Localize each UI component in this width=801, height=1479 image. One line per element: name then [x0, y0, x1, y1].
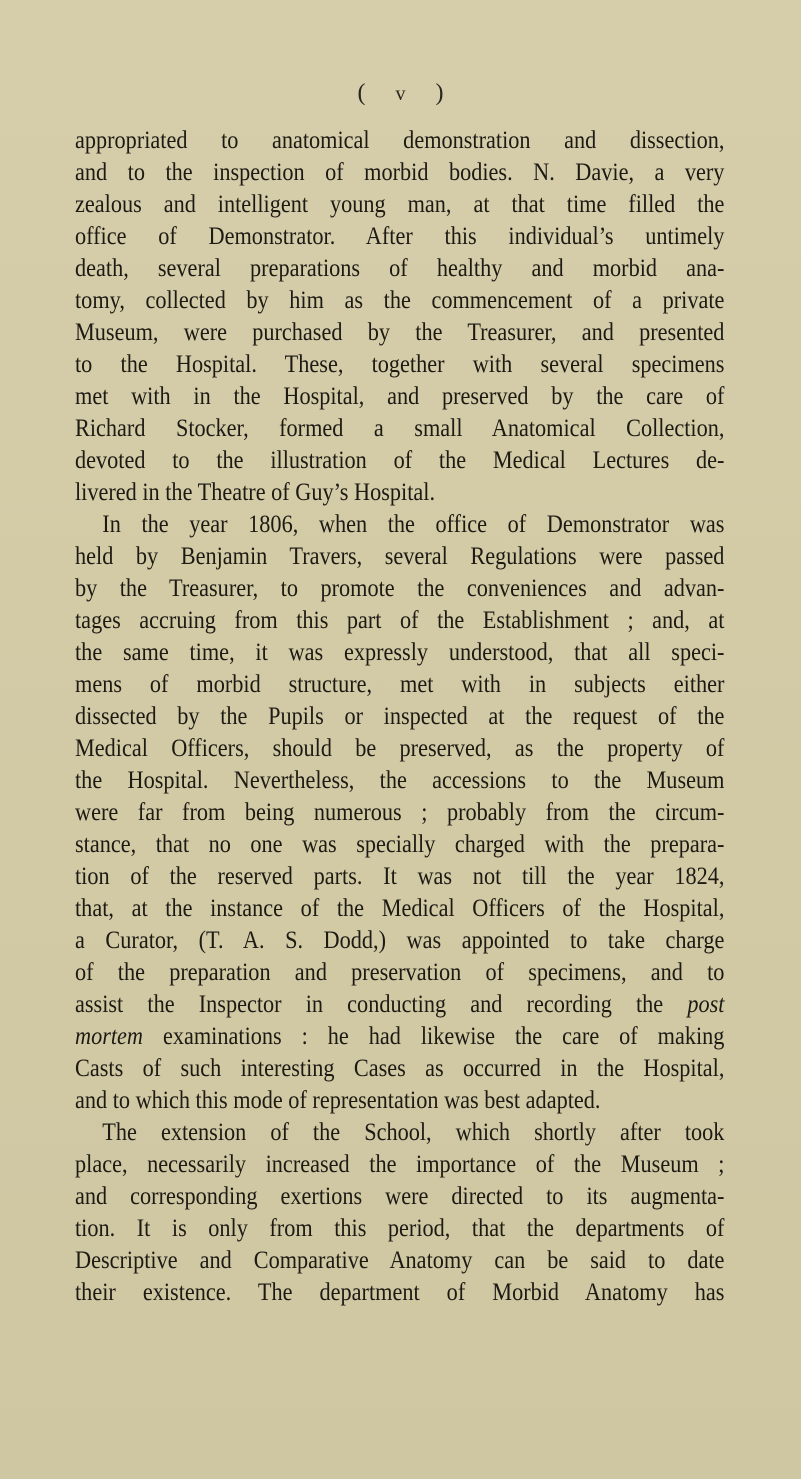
text-line: Casts of such interesting Cases as occurred in the Hospital,: [75, 1054, 725, 1082]
text-line: met with in the Hospital, and preserved by the care of: [75, 382, 725, 410]
text-line: to the Hospital. These, together with several specimens: [75, 350, 725, 378]
text-line: appropriated to anatomical demonstration and dissection,: [75, 126, 725, 154]
text-line: [75, 988, 724, 1020]
folio-roman-numeral: v: [395, 83, 406, 105]
text-line: by the Treasurer, to promote the conveniences and advan-: [75, 574, 725, 602]
text-line: of the preparation and preservation of specimens, and to: [75, 958, 725, 986]
paragraph-start-line: The extension of the School, which shortly after took: [102, 1118, 725, 1146]
body-text: [75, 124, 724, 1308]
text-line: the Hospital. Nevertheless, the accessions to the Museum: [75, 766, 725, 794]
text-line: [75, 1020, 724, 1052]
text-line: death, several preparations of healthy and morbid ana-: [75, 254, 725, 282]
text-line: and corresponding exertions were directed to its augmenta-: [75, 1182, 725, 1210]
text-line: Medical Officers, should be preserved, as the property of: [75, 734, 725, 762]
text-segment: assist the Inspector in conducting and recording the: [75, 990, 688, 1018]
text-line: tomy, collected by him as the commencement of a private: [75, 286, 725, 314]
italic-term: mortem: [75, 1022, 144, 1050]
text-line: Richard Stocker, formed a small Anatomical Collection,: [75, 414, 725, 442]
folio-open-paren: (: [357, 80, 366, 106]
folio-close-paren: ): [435, 80, 444, 106]
paragraph-end-line: and to which this mode of representation was best adapted.: [75, 1086, 601, 1114]
text-line: tion of the reserved parts. It was not till the year 1824,: [75, 862, 725, 890]
text-line: tion. It is only from this period, that the departments of: [75, 1214, 725, 1242]
text-line: were far from being numerous ; probably from the circum-: [75, 798, 725, 826]
text-line: zealous and intelligent young man, at that time filled the: [75, 190, 725, 218]
page-number: [0, 80, 801, 107]
text-line: devoted to the illustration of the Medical Lectures de-: [75, 446, 725, 474]
text-line: stance, that no one was specially charged with the prepara-: [75, 830, 725, 858]
text-line: tages accruing from this part of the Establishment ; and, at: [75, 606, 725, 634]
text-segment: examinations : he had likewise the care of making: [143, 1022, 725, 1050]
text-line: that, at the instance of the Medical Officers of the Hospital,: [75, 894, 725, 922]
paragraph-start-line: In the year 1806, when the office of Demonstrator was: [102, 510, 725, 538]
text-line: place, necessarily increased the importance of the Museum ;: [75, 1150, 725, 1178]
text-line: and to the inspection of morbid bodies. N. Davie, a very: [75, 158, 725, 186]
text-line: Museum, were purchased by the Treasurer, and presented: [75, 318, 725, 346]
text-line: Descriptive and Comparative Anatomy can be said to date: [75, 1246, 725, 1274]
italic-term: post: [687, 990, 725, 1018]
text-line: mens of morbid structure, met with in subjects either: [75, 670, 725, 698]
text-line: their existence. The department of Morbid Anatomy has: [75, 1278, 725, 1306]
text-line: held by Benjamin Travers, several Regulations were passed: [75, 542, 725, 570]
text-line: the same time, it was expressly understood, that all speci-: [75, 638, 725, 666]
text-line: office of Demonstrator. After this individual’s untimely: [75, 222, 725, 250]
paragraph-end-line: livered in the Theatre of Guy’s Hospital.: [75, 478, 436, 506]
text-line: a Curator, (T. A. S. Dodd,) was appointed to take charge: [75, 926, 725, 954]
text-line: dissected by the Pupils or inspected at the request of the: [75, 702, 725, 730]
